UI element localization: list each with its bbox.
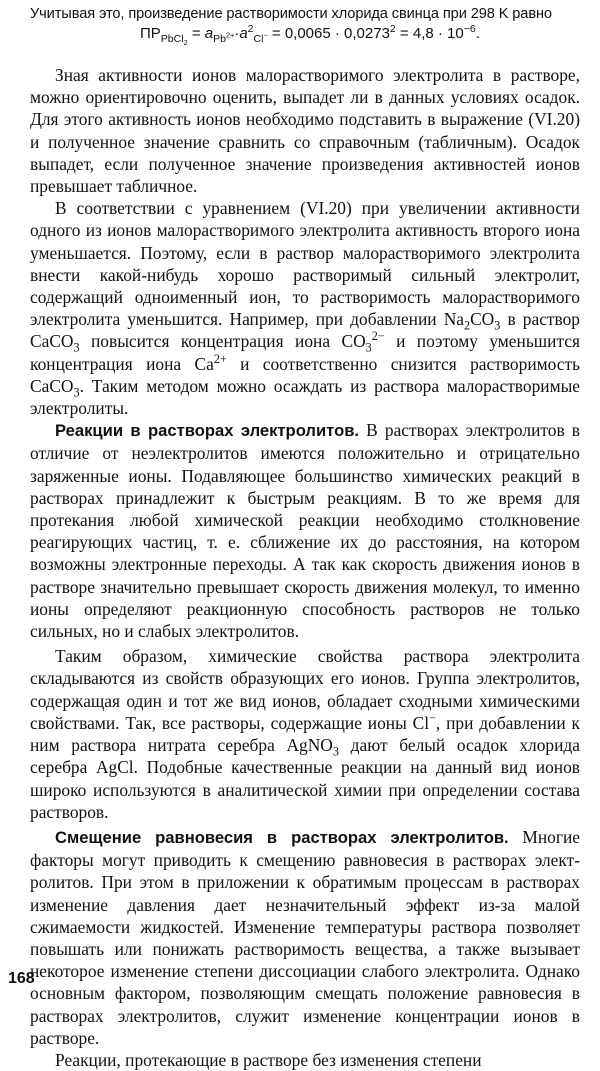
paragraph: Реакции, протекающие в растворе без изменения степени <box>55 1049 482 1070</box>
body-text <box>30 64 580 1071</box>
paragraph: В соответствии с уравнением (VI.20) при увеличении активности одного из ионов малорастворимого электролита активность второго иона уменьшается. Поэтому, если в раствор малорастворимого электролита внести какой-нибудь хорошо растворимый сильный электролит, содержащий одноименный ион, то растворимость малорастворимого электролита уменьшится. Например, при добавлении $Na_2CO_3$ в раствор CaCO$_3$ повысится концентрация иона $CO_3^{2-}$ и поэтому уменьшится концентрация иона $Ca^{2+}$ и соответственно снизится растворимость CaCO$_3$. Таким методом можно осаждать из раствора малорастворимые электролиты. <box>30 198 581 419</box>
paragraph: Смещение равновесия в растворах электролитов. Многие факторы могут приводить к смещению равновесия в растворах электролитов. При этом в приложении к обратимым процессам в растворах изменение давления дает незначительный эффект из-за малой сжимаемости жидкостей. Изменение температуры раствора позволяет повышать или понижать растворимость вещества, а также вызывает некоторое изменение степени диссоциации слабого электролита. Однако основным фактором, позволяющим смещать положение равновесия в растворах электролитов, служит изменение концентрации ионов в растворе. <box>30 826 580 1048</box>
intro-sentence: Учитывая это, произведение растворимости хлорида свинца при 298 K равно <box>30 6 552 22</box>
solubility-product-formula: $ПР_{PbCl_2} = a_{Pb^{2+}}\cdot a^2_{Cl^-} = 0,0065 \cdot 0,0273^2 = 4,8 \cdot 10^{-6}$. <box>140 23 480 48</box>
intro-block <box>30 4 580 48</box>
paragraph: Таким образом, химические свойства раствора электролита складываются из свойств образующих его ионов. Группа электролитов, содержащая один и тот же вид ионов, обладает сходными химическими свойствами. Так, все растворы, содержащие ионы Cl−, при добавлении к ним раствора нитрата серебра AgNO$_3$ дают белый осадок хлорида серебра AgCl. Подобные качественные реакции на данный вид ионов широко используются в аналитической химии при определении состава растворов. <box>30 646 580 822</box>
paragraph: Реакции в растворах электролитов. В растворах электролитов в отличие от неэлектролитов имеются положительно и отрицательно заряженные ионы. Подавляющее большинство химических реакций в растворах принадлежит к быстрым реакциям. В то же время для протекания любой химической реакции необходимо столкновение реагирующих частиц, т. е. сближение их до расстояния, на котором возможны электронные переходы. А так как скорость движения ионов в растворе значительно превышает скорость движения молекул, то именно ионы определяют реакционную способность растворов не только сильных, но и слабых электролитов. <box>30 420 580 642</box>
paragraph: Зная активности ионов малорастворимого электролита в растворе, можно ориентировочно оценить, выпадет ли в данных условиях осадок. Для этого активность ионов необходимо подставить в выражение (VI.20) и полученное значение сравнить со справочным (табличным). Осадок выпадет, если полученное значение произведения активностей ионов превышает табличное. <box>30 65 580 197</box>
page-number: 168 <box>8 970 35 987</box>
